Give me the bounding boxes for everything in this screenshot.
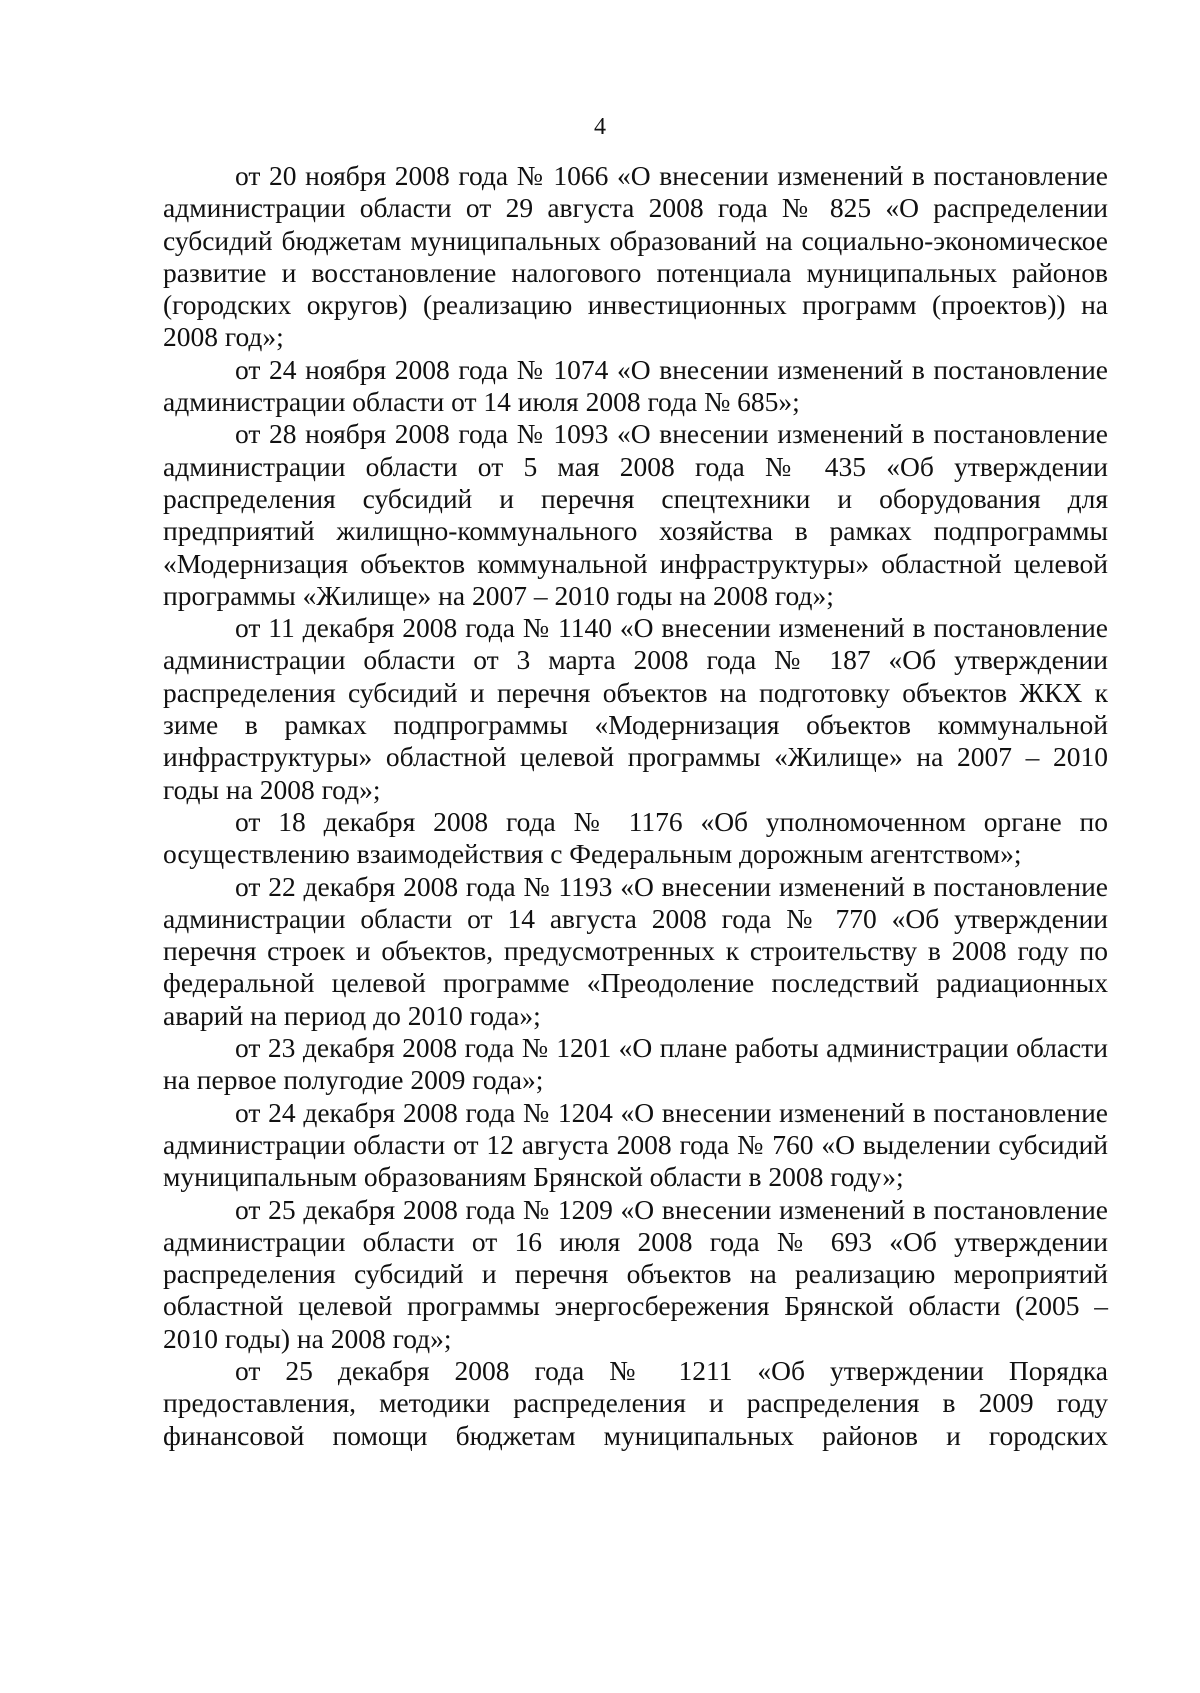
decree-paragraph: от 20 ноября 2008 года № 1066 «О внесении изменений в постановление администрации области от 29 августа 2008 года № 825 «О распределении субсидий бюджетам муниципальных образований на социально-экономическое развитие и восстановление налогового потенциала муниципальных районов (городских округов) (реализацию инвестиционных программ (проектов)) на 2008 год»; — [163, 160, 1108, 353]
decree-paragraph: от 24 ноября 2008 года № 1074 «О внесении изменений в постановление администрации области от 14 июля 2008 года № 685»; — [163, 353, 1108, 418]
decree-paragraph: от 24 декабря 2008 года № 1204 «О внесении изменений в постановление администрации области от 12 августа 2008 года № 760 «О выделении субсидий муниципальным образованиям Брянской области в 2008 году»; — [163, 1096, 1108, 1193]
decree-paragraph: от 28 ноября 2008 года № 1093 «О внесении изменений в постановление администрации области от 5 мая 2008 года № 435 «Об утверждении распределения субсидий и перечня спецтехники и оборудования для предприятий жилищно-коммунального хозяйства в рамках подпрограммы «Модернизация объектов коммунальной инфраструктуры» областной целевой программы «Жилище» на 2007 – 2010 годы на 2008 год»; — [163, 418, 1108, 611]
decree-paragraph: от 11 декабря 2008 года № 1140 «О внесении изменений в постановление администрации области от 3 марта 2008 года № 187 «Об утверждении распределения субсидий и перечня объектов на подготовку объектов ЖКХ к зиме в рамках подпрограммы «Модернизация объектов коммунальной инфраструктуры» областной целевой программы «Жилище» на 2007 – 2010 годы на 2008 год»; — [163, 612, 1108, 805]
decree-paragraph: от 18 декабря 2008 года № 1176 «Об уполномоченном органе по осуществлению взаимодействия с Федеральным дорожным агентством»; — [163, 805, 1108, 870]
decree-paragraph-continued: от 25 декабря 2008 года № 1211 «Об утверждении Порядка предоставления, методики распределения и распределения в 2009 году финансовой помощи бюджетам муниципальных районов и городских — [163, 1354, 1108, 1451]
decree-paragraph: от 25 декабря 2008 года № 1209 «О внесении изменений в постановление администрации области от 16 июля 2008 года № 693 «Об утверждении распределения субсидий и перечня объектов на реализацию мероприятий областной целевой программы энергосбережения Брянской области (2005 – 2010 годы) на 2008 год»; — [163, 1193, 1108, 1354]
document-body — [163, 160, 1108, 1452]
decree-paragraph: от 22 декабря 2008 года № 1193 «О внесении изменений в постановление администрации области от 14 августа 2008 года № 770 «Об утверждении перечня строек и объектов, предусмотренных к строительству в 2008 году по федеральной целевой программе «Преодоление последствий радиационных аварий на период до 2010 года»; — [163, 870, 1108, 1031]
page-number: 4 — [594, 114, 606, 140]
decree-paragraph: от 23 декабря 2008 года № 1201 «О плане работы администрации области на первое полугодие 2009 года»; — [163, 1032, 1108, 1096]
